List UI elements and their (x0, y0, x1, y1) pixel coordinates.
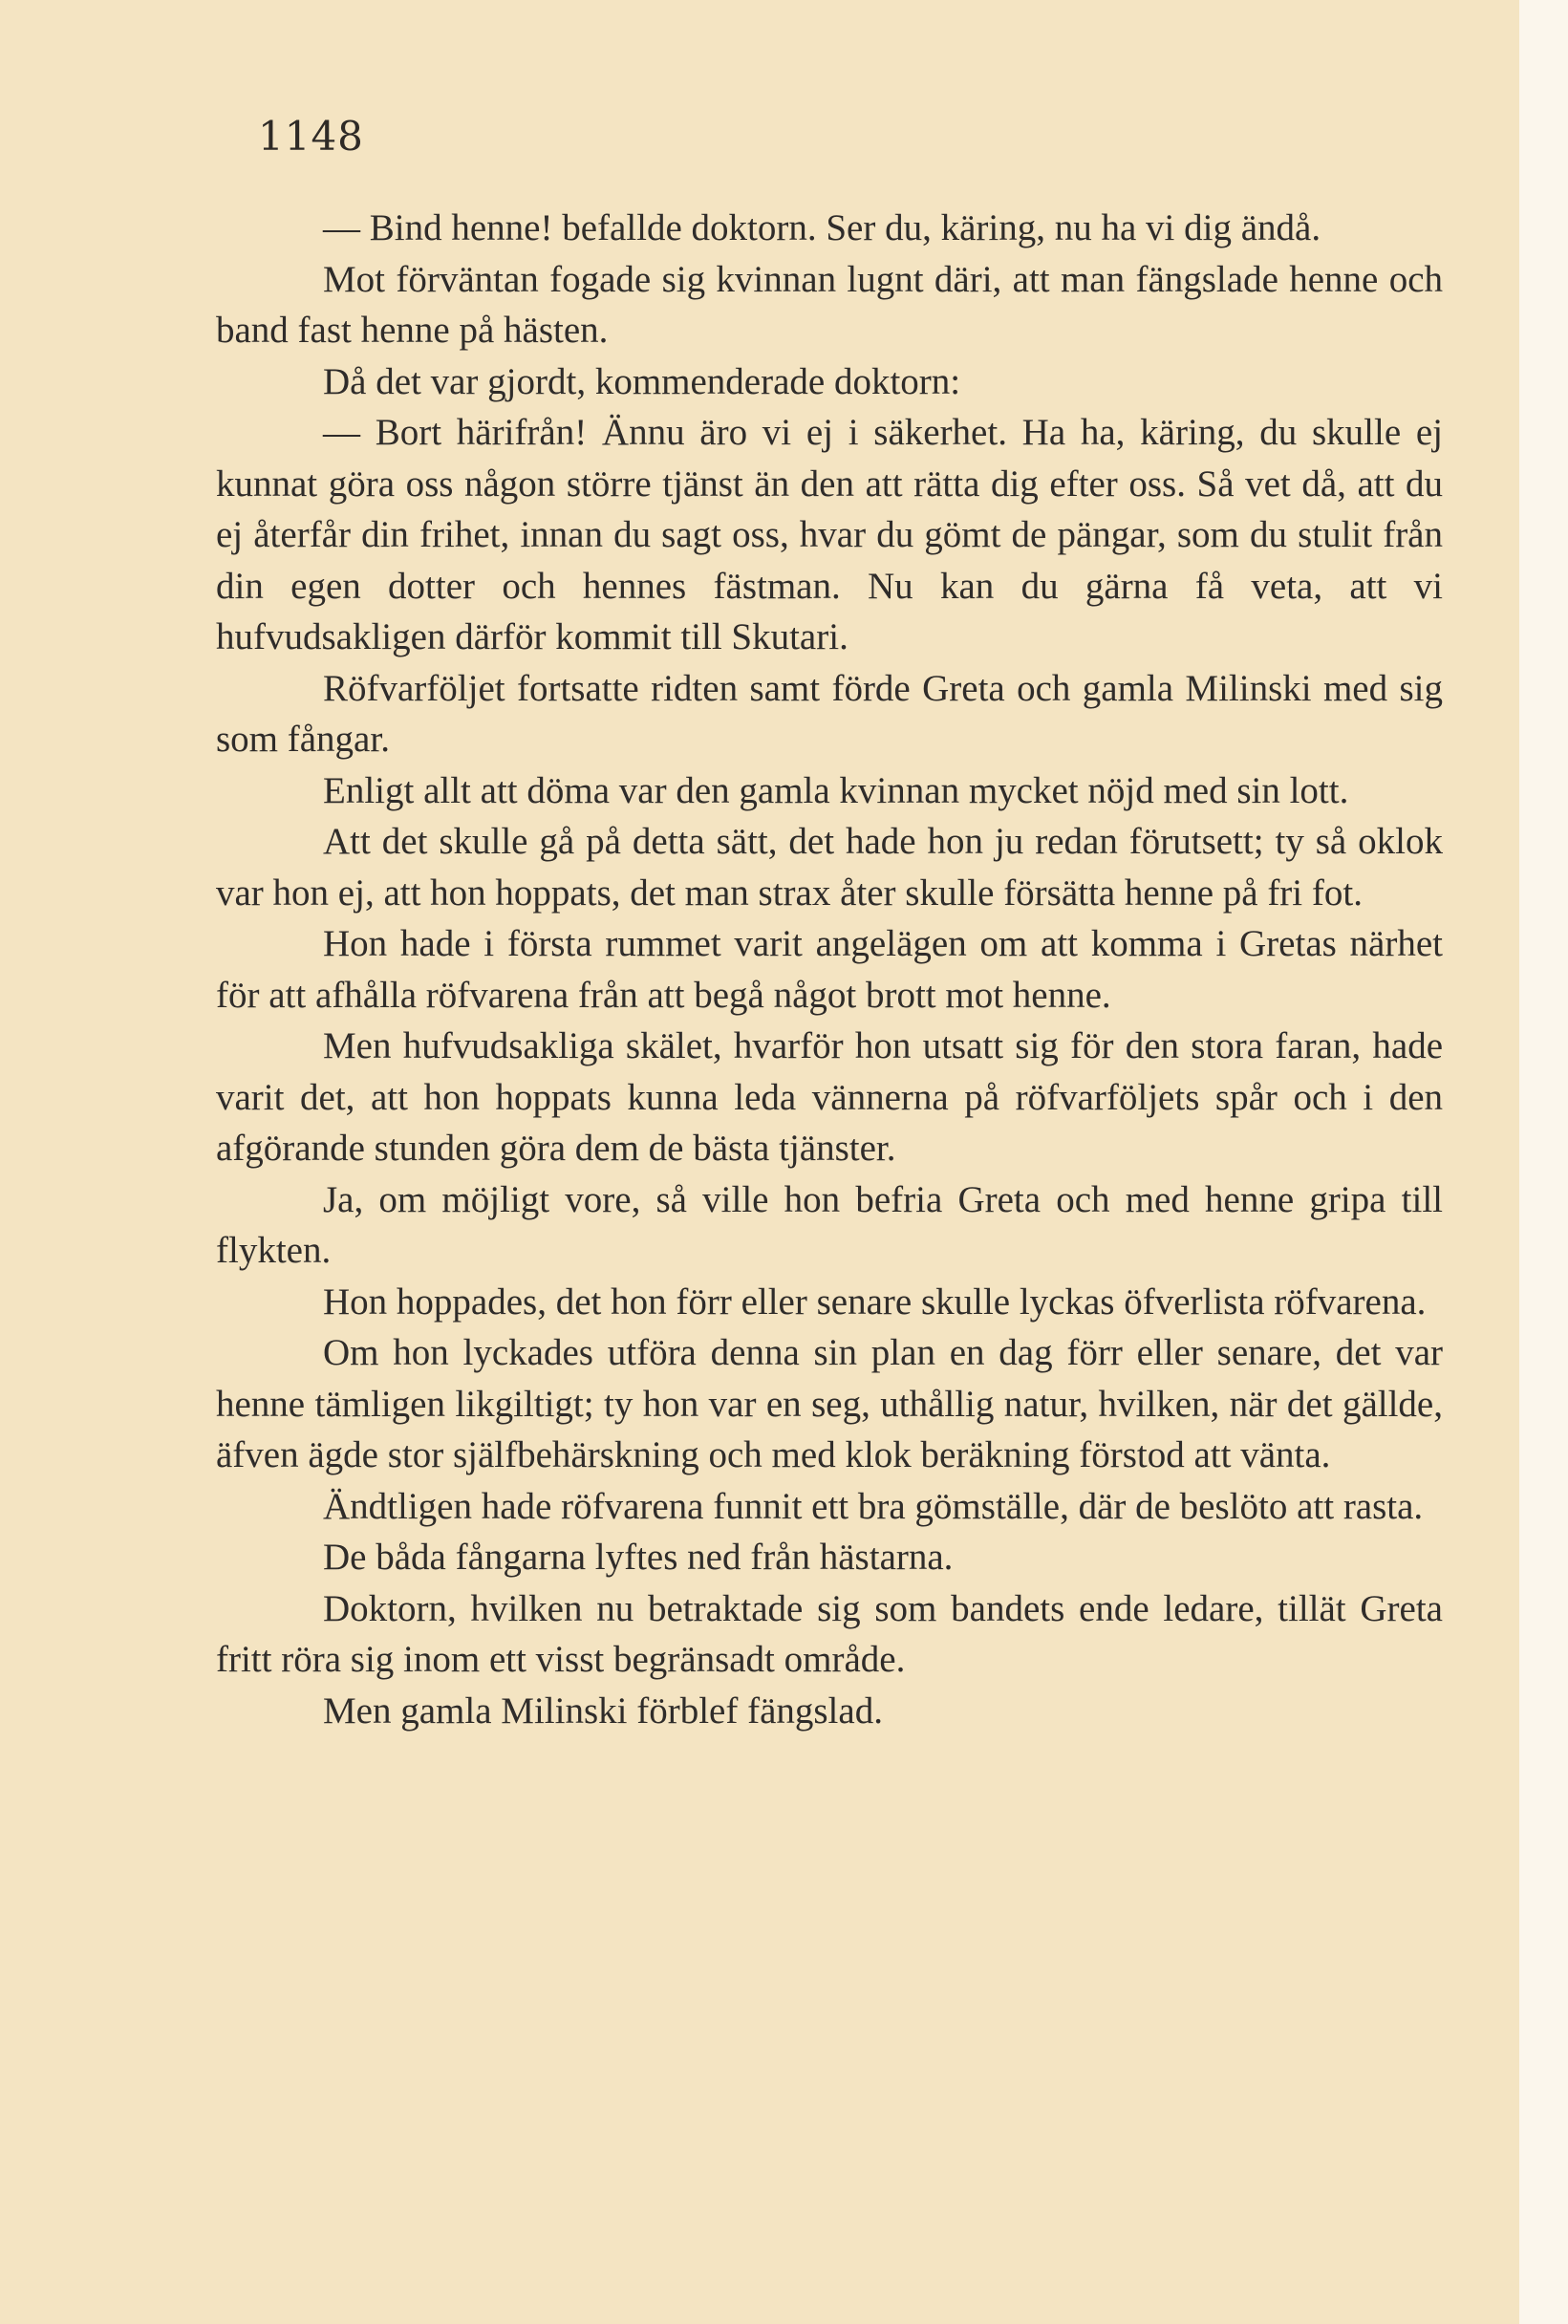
paragraph: Enligt allt att döma var den gamla kvinnan mycket nöjd med sin lott. (323, 769, 1349, 811)
paragraph: Då det var gjordt, kommenderade doktorn: (323, 360, 961, 402)
paragraph: — Bort härifrån! Ännu äro vi ej i säkerhet. Ha ha, käring, du skulle ej kunnat göra oss någon större tjänst än den att rätta dig efter oss. Så vet då, att du ej återfår din frihet, innan du sagt oss, hvar du gömt de pängar, som du stulit från din egen dotter och hennes fästman. Nu kan du gärna få veta, att vi hufvudsakligen därför kommit till Skutari. (216, 412, 1443, 657)
paragraph: Hon hade i första rummet varit angelägen om att komma i Gretas närhet för att afhålla röfvarena från att begå något brott mot henne. (216, 923, 1443, 1016)
paragraph: Röfvarföljet fortsatte ridten samt förde Greta och gamla Milinski med sig som fångar. (216, 667, 1443, 760)
paragraph: — Bind henne! befallde doktorn. Ser du, käring, nu ha vi dig ändå. (323, 207, 1321, 248)
paragraph: Att det skulle gå på detta sätt, det hade hon ju redan förutsett; ty så oklok var hon ej, att hon hoppats, det man strax åter skulle försätta henne på fri fot. (216, 821, 1443, 914)
paragraph: Hon hoppades, det hon förr eller senare skulle lyckas öfverlista röfvarena. (323, 1280, 1427, 1323)
paragraph: Ja, om möjligt vore, så ville hon befria Greta och med henne gripa till flykten. (216, 1178, 1443, 1271)
paragraph: Men hufvudsakliga skälet, hvarför hon utsatt sig för den stora faran, hade varit det, att hon hoppats kunna leda vännerna på röfvarföljets spår och i den afgörande stunden göra dem de bästa tjänster. (216, 1025, 1443, 1169)
paragraph: Men gamla Milinski förblef fängslad. (323, 1689, 883, 1732)
paragraph: De båda fångarna lyftes ned från hästarna. (323, 1537, 954, 1578)
body-text (216, 203, 1443, 1736)
paragraph: Mot förväntan fogade sig kvinnan lugnt däri, att man fängslade henne och band fast henne på hästen. (216, 258, 1443, 351)
paragraph: Doktorn, hvilken nu betraktade sig som bandets ende ledare, tillät Greta fritt röra sig inom ett visst begränsadt område. (216, 1587, 1443, 1680)
paragraph: Om hon lyckades utföra denna sin plan en dag förr eller senare, det var henne tämligen likgiltigt; ty hon var en seg, uthållig natur, hvilken, när det gällde, äfven ägde stor själfbehärskning och med klok beräkning förstod att vänta. (216, 1332, 1443, 1475)
page-number: 1148 (258, 113, 364, 160)
paragraph: Ändtligen hade röfvarena funnit ett bra gömställe, där de beslöto att rasta. (323, 1485, 1424, 1527)
page-edge (1519, 0, 1568, 2324)
